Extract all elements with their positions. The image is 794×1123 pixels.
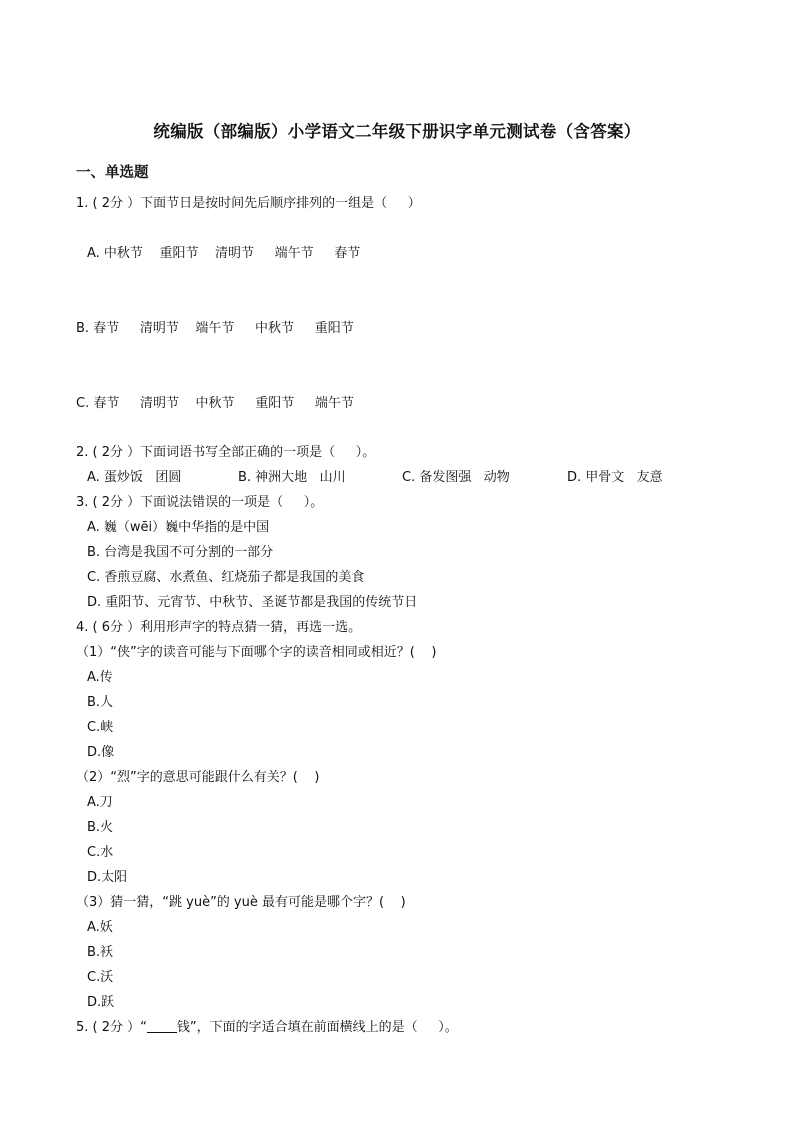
question-2-option-b[interactable]: B. 神洲大地 山川 (238, 470, 346, 485)
question-4-sub-3: （3）猜一猜，“跳 yuè”的 yuè 最有可能是哪个字？( ) (76, 895, 406, 910)
question-1-option-c[interactable]: C. 春节 清明节 中秋节 重阳节 端午节 (76, 396, 354, 411)
question-5-stem-suffix: 钱”，下面的字适合填在前面横线上的是（ ）。 (176, 1020, 458, 1035)
question-4-sub-1-option-a[interactable]: A.传 (87, 670, 113, 685)
question-1-option-a[interactable]: A. 中秋节 重阳节 清明节 端午节 春节 (87, 246, 361, 261)
question-4-sub-2-option-c[interactable]: C.水 (87, 845, 114, 860)
question-4-sub-2-option-b[interactable]: B.火 (87, 820, 114, 835)
question-4-sub-2-option-a[interactable]: A.刀 (87, 795, 113, 810)
question-4-sub-3-option-d[interactable]: D.跃 (87, 995, 115, 1010)
question-2-stem: 2. ( 2分 ）下面词语书写全部正确的一项是（ ）。 (76, 445, 376, 460)
question-5-stem-prefix: 5. ( 2分 ）“ (76, 1020, 147, 1035)
question-4-sub-3-option-c[interactable]: C.沃 (87, 970, 114, 985)
question-4-sub-1: （1）“侠”字的读音可能与下面哪个字的读音相同或相近？( ) (76, 645, 437, 660)
question-4-sub-2-option-d[interactable]: D.太阳 (87, 870, 128, 885)
question-2-option-a[interactable]: A. 蛋炒饭 团圆 (87, 470, 182, 485)
question-4-sub-1-option-c[interactable]: C.峡 (87, 720, 114, 735)
question-3-option-a[interactable]: A. 巍（wēi）巍中华指的是中国 (87, 520, 270, 535)
question-2-option-c[interactable]: C. 备发图强 动物 (402, 470, 510, 485)
question-1-option-b[interactable]: B. 春节 清明节 端午节 中秋节 重阳节 (76, 321, 354, 336)
question-3-option-d[interactable]: D. 重阳节、元宵节、中秋节、圣诞节都是我国的传统节日 (87, 595, 418, 610)
question-2-option-d[interactable]: D. 甲骨文 友意 (567, 470, 663, 485)
question-3-option-b[interactable]: B. 台湾是我国不可分割的一部分 (87, 545, 274, 560)
question-4-sub-1-option-b[interactable]: B.人 (87, 695, 114, 710)
question-4-sub-3-option-b[interactable]: B.袄 (87, 945, 114, 960)
question-3-stem: 3. ( 2分 ）下面说法错误的一项是（ ）。 (76, 495, 324, 510)
fill-in-blank-line (147, 1019, 177, 1033)
question-4-sub-2: （2）“烈”字的意思可能跟什么有关？( ) (76, 770, 320, 785)
question-4-sub-1-option-d[interactable]: D.像 (87, 745, 115, 760)
question-3-option-c[interactable]: C. 香煎豆腐、水煮鱼、红烧茄子都是我国的美食 (87, 570, 365, 585)
question-4-stem: 4. ( 6分 ）利用形声字的特点猜一猜，再选一选。 (76, 620, 362, 635)
section-heading-single-choice: 一、单选题 (76, 165, 149, 181)
question-4-sub-3-option-a[interactable]: A.妖 (87, 920, 113, 935)
question-5-stem (76, 1019, 458, 1037)
question-1-stem: 1. ( 2分 ）下面节日是按时间先后顺序排列的一组是（ ） (76, 196, 421, 211)
page-title: 统编版（部编版）小学语文二年级下册识字单元测试卷（含答案） (153, 122, 641, 141)
